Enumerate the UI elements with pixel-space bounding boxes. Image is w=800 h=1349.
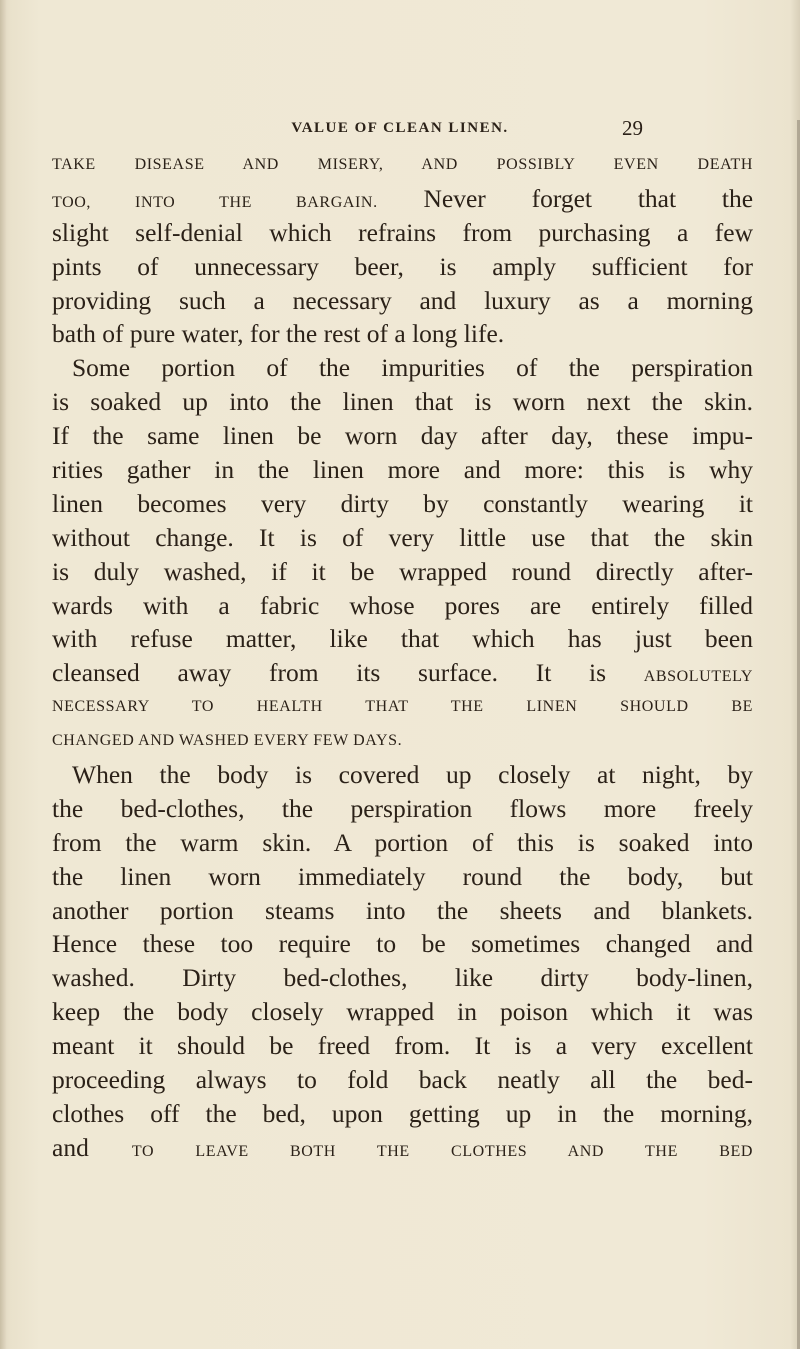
text-line: without change. It is of very little use that the skin [52, 522, 753, 552]
text-line: If the same linen be worn day after day, these impu- [52, 421, 753, 451]
page-gutter [0, 0, 6, 1349]
text-line: bath of pure water, for the rest of a long life. [52, 319, 505, 349]
text-line: linen becomes very dirty by constantly wearing it [52, 488, 753, 518]
text-line: providing such a necessary and luxury as a morning [52, 285, 753, 315]
text-line: the linen worn immediately round the body, but [52, 861, 753, 891]
text-line: is soaked up into the linen that is worn next the skin. [52, 387, 753, 417]
text-line: TAKE DISEASE AND MISERY, AND POSSIBLY EVEN DEATH [52, 156, 753, 173]
text-line: Hence these too require to be sometimes changed and [52, 929, 753, 959]
text-line: the bed-clothes, the perspiration flows more freely [52, 793, 753, 823]
text-line: with refuse matter, like that which has just been [52, 624, 753, 654]
text-line: pints of unnecessary beer, is amply sufficient for [52, 251, 753, 281]
page-number: 29 [622, 116, 643, 140]
small-caps-run: ABSOLUTELY [643, 668, 753, 686]
text-line: meant it should be freed from. It is a very excellent [52, 1031, 753, 1061]
text-line: wards with a fabric whose pores are entirely filled [52, 590, 753, 620]
small-caps-run: TO LEAVE BOTH THE CLOTHES AND THE BED [131, 1142, 753, 1160]
running-head [0, 116, 800, 148]
text-line: NECESSARY TO HEALTH THAT THE LINEN SHOULD BE [52, 698, 753, 716]
paragraph-start: When the body is covered up closely at night, by [72, 760, 753, 790]
text-line: keep the body closely wrapped in poison which it was [52, 997, 753, 1027]
running-title: VALUE OF CLEAN LINEN. [291, 120, 509, 136]
text-line: washed. Dirty bed-clothes, like dirty body-linen, [52, 963, 753, 993]
text-line: another portion steams into the sheets and blankets. [52, 895, 753, 925]
text-line: proceeding always to fold back neatly all the bed- [52, 1065, 753, 1095]
text-line: is duly washed, if it be wrapped round directly after- [52, 556, 753, 586]
text-line: CHANGED AND WASHED EVERY FEW DAYS. [52, 732, 403, 750]
text-line: rities gather in the linen more and more: this is why [52, 455, 753, 485]
text-line: cleansed away from its surface. It is ABSOLUTELY [52, 658, 753, 688]
text-line: clothes off the bed, upon getting up in the morning, [52, 1098, 753, 1128]
body-text [52, 148, 753, 1165]
text-line: from the warm skin. A portion of this is soaked into [52, 827, 753, 857]
text-line: slight self-denial which refrains from purchasing a few [52, 217, 753, 247]
paragraph-start: Some portion of the impurities of the perspiration [72, 353, 753, 383]
text-line: and TO LEAVE BOTH THE CLOTHES AND THE BED [52, 1132, 753, 1162]
text-line: TOO, INTO THE BARGAIN. Never forget that the [52, 183, 753, 213]
small-caps-run: TOO, INTO THE BARGAIN. [52, 193, 378, 211]
